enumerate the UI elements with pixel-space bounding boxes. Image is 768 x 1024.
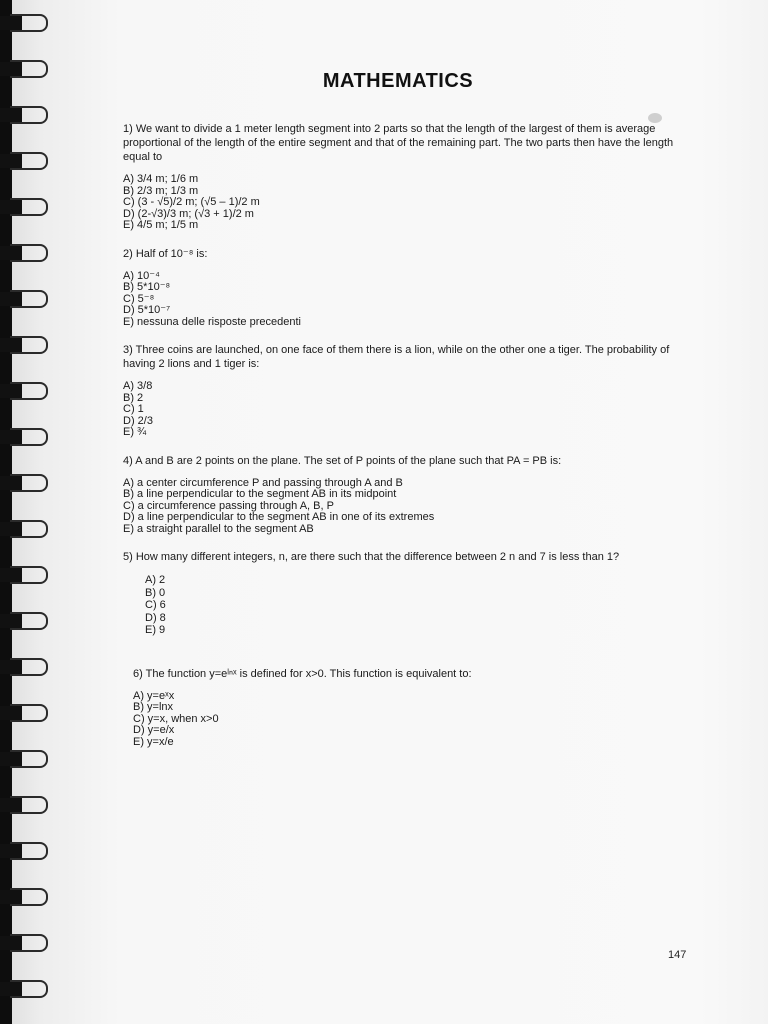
binding-ring xyxy=(0,196,50,218)
answer-option: A) y=eˣx xyxy=(133,689,175,702)
answer-option: D) a line perpendicular to the segment AB in one of its extremes xyxy=(123,511,435,523)
binding-ring xyxy=(0,886,50,908)
answer-option: B) 2 xyxy=(123,391,144,404)
binding-ring xyxy=(0,978,50,1000)
answer-option: C) (3 - √5)/2 m; (√5 – 1)/2 m xyxy=(123,196,260,208)
binding-ring xyxy=(0,334,50,356)
question-text: 2) Half of 10⁻⁸ is: xyxy=(123,247,208,260)
answer-option: A) 10⁻⁴ xyxy=(123,269,160,282)
binding-ring xyxy=(0,472,50,494)
question-1 xyxy=(123,122,683,232)
answer-option: D) 2/3 xyxy=(123,414,153,427)
answer-option: A) 3/8 xyxy=(123,380,153,392)
question-2 xyxy=(123,247,683,329)
answer-option: E) y=x/e xyxy=(133,735,174,748)
answer-option: C) 1 xyxy=(123,403,144,415)
answer-option: C) 5⁻⁸ xyxy=(123,292,155,305)
answer-option: D) y=e/x xyxy=(133,724,175,736)
binding-ring xyxy=(0,12,50,34)
question-3 xyxy=(123,343,683,439)
binding-ring xyxy=(0,840,50,862)
binding-ring xyxy=(0,104,50,126)
binding-ring xyxy=(0,702,50,724)
answer-option: D) 8 xyxy=(145,611,166,624)
question-6 xyxy=(123,667,683,749)
question-list xyxy=(123,122,683,763)
page-number: 147 xyxy=(668,949,687,961)
answer-options xyxy=(133,691,683,749)
binding-ring xyxy=(0,610,50,632)
answer-option: E) a straight parallel to the segment AB xyxy=(123,522,314,535)
answer-option: E) nessuna delle risposte precedenti xyxy=(123,315,301,328)
answer-option: E) ¾ xyxy=(123,426,147,438)
page-title: MATHEMATICS xyxy=(322,70,474,92)
answer-option: A) 2 xyxy=(145,574,166,586)
answer-option: A) a center circumference P and passing through A and B xyxy=(123,476,403,489)
question-text: 3) Three coins are launched, on one face of them there is a lion, while on the other one a tiger. The probability of having 2 lions and 1 tiger is: xyxy=(123,344,670,370)
binding-ring xyxy=(0,242,50,264)
binding-ring xyxy=(0,564,50,586)
question-text: 1) We want to divide a 1 meter length segment into 2 parts so that the length of the largest of them is average proportional of the length of the entire segment and that of the remaining part. The two parts then have the length equal to xyxy=(123,123,674,163)
answer-options xyxy=(123,381,683,439)
answer-options xyxy=(123,174,683,232)
binding-ring xyxy=(0,656,50,678)
binding-ring xyxy=(0,518,50,540)
answer-option: B) a line perpendicular to the segment AB in its midpoint xyxy=(123,488,397,500)
answer-option: B) y=lnx xyxy=(133,701,174,713)
question-text: 4) A and B are 2 points on the plane. The set of P points of the plane such that PA = PB is: xyxy=(123,454,562,467)
binding-ring xyxy=(0,380,50,402)
answer-option: E) 4/5 m; 1/5 m xyxy=(123,219,199,231)
answer-options xyxy=(123,271,683,329)
answer-option: C) a circumference passing through A, B, P xyxy=(123,499,334,512)
binding-ring xyxy=(0,794,50,816)
answer-option: B) 0 xyxy=(145,586,166,599)
answer-option: A) 3/4 m; 1/6 m xyxy=(123,173,199,185)
answer-option: D) 5*10⁻⁷ xyxy=(123,304,171,316)
binding-ring xyxy=(0,932,50,954)
answer-option: B) 2/3 m; 1/3 m xyxy=(123,184,199,197)
answer-options xyxy=(123,574,683,637)
answer-option: C) y=x, when x>0 xyxy=(133,712,219,725)
answer-options xyxy=(123,478,683,536)
question-5 xyxy=(123,550,683,637)
question-text: 6) The function y=eˡⁿˣ is defined for x>0. This function is equivalent to: xyxy=(133,667,472,680)
answer-option: E) 9 xyxy=(145,624,166,636)
question-4 xyxy=(123,454,683,536)
binding-ring xyxy=(0,426,50,448)
answer-option: D) (2-√3)/3 m; (√3 + 1)/2 m xyxy=(123,207,254,220)
binding-ring xyxy=(0,748,50,770)
binding-ring xyxy=(0,288,50,310)
answer-option: C) 6 xyxy=(145,599,166,611)
spiral-binding xyxy=(0,0,60,1024)
question-text: 5) How many different integers, n, are there such that the difference between 2 n and 7 is less than 1? xyxy=(123,551,620,563)
answer-option: B) 5*10⁻⁸ xyxy=(123,281,171,293)
binding-ring xyxy=(0,150,50,172)
